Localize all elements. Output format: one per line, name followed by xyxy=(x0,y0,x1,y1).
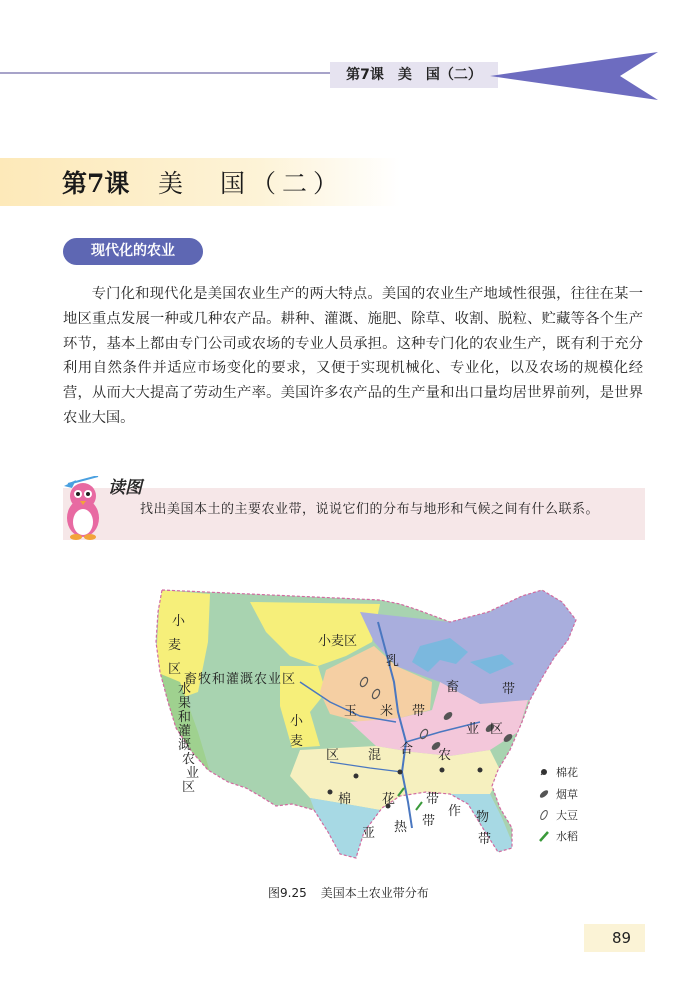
running-header: 第7课 美 国（二） xyxy=(330,62,498,88)
map-label: 和 xyxy=(178,710,192,725)
map-label: 农 xyxy=(182,752,196,767)
figure-title: 美国本土农业带分布 xyxy=(320,886,429,900)
map-label: 区 xyxy=(182,780,196,795)
map-label: 麦 xyxy=(290,734,304,749)
soybean-icon xyxy=(538,808,550,822)
body-paragraph: 专门化和现代化是美国农业生产的两大特点。美国的农业生产地域性很强，往往在某一地区重点发展一种或几种农产品。耕种、灌溉、施肥、除草、收割、脱粒、贮藏等各个生产环节，基本上都由专门公司或农场的专业人员承担。这种专门化的农业生产，既有利于充分利用自然条件并适应市场变化的要求，又便于实现机械化、专业化，以及农场的规模化经营，从而大大提高了劳动生产率。美国许多农产品的生产量和出口量均居世界前列，是世界农业大国。 xyxy=(63,286,643,426)
map-label: 带 xyxy=(412,704,426,719)
legend-label: 棉花 xyxy=(556,766,578,779)
lesson-title: 美 国（二） xyxy=(158,169,345,198)
map-label: 区 xyxy=(490,722,504,737)
agriculture-map xyxy=(150,582,590,872)
map-label: 业 xyxy=(466,722,480,737)
map-label: 热 xyxy=(394,820,408,835)
map-label: 区 xyxy=(326,748,340,763)
figure-number: 图9.25 xyxy=(268,886,307,900)
map-label: 业 xyxy=(186,766,200,781)
map-label: 混 xyxy=(368,748,382,763)
reading-label: 读图 xyxy=(108,478,142,498)
map-label: 棉 xyxy=(338,792,352,807)
map-label: 小 xyxy=(290,714,304,729)
map-label: 玉 xyxy=(344,704,358,719)
legend-label: 大豆 xyxy=(556,809,578,822)
header-rule xyxy=(0,72,330,74)
map-label: 作 xyxy=(448,804,462,819)
map-label: 麦 xyxy=(168,638,182,653)
map-label: 带 xyxy=(422,814,436,829)
reading-prompt: 找出美国本土的主要农业带，说说它们的分布与地形和气候之间有什么联系。 xyxy=(140,502,600,517)
map-label: 畜牧和灌溉农业区 xyxy=(184,672,297,687)
section-heading: 现代化的农业 xyxy=(63,238,203,265)
map-label: 乳 xyxy=(386,654,400,669)
map-label: 水 xyxy=(178,682,192,697)
map-label: 带 xyxy=(478,832,492,847)
map-label: 溉 xyxy=(178,738,192,753)
map-label: 合 xyxy=(400,742,414,757)
legend-label: 烟草 xyxy=(556,788,578,801)
tobacco-icon xyxy=(538,788,550,800)
map-label: 小 xyxy=(172,614,186,629)
penguin-mascot-icon xyxy=(58,476,108,540)
rice-icon xyxy=(538,830,550,842)
page-number: 89 xyxy=(612,929,632,947)
map-label: 花 xyxy=(382,792,396,807)
header-arrow-icon xyxy=(490,50,660,102)
map-label: 农 xyxy=(438,748,452,763)
cotton-icon xyxy=(538,766,550,778)
map-label: 小麦区 xyxy=(318,634,358,649)
legend-label: 水稻 xyxy=(556,830,578,843)
map-label: 灌 xyxy=(178,724,192,739)
map-label: 区 xyxy=(168,662,182,677)
map-label: 物 xyxy=(476,810,490,825)
map-label: 米 xyxy=(380,704,394,719)
map-label: 果 xyxy=(178,696,192,711)
map-label: 畜 xyxy=(446,680,460,695)
map-label: 亚 xyxy=(362,826,376,841)
map-label: 带 xyxy=(502,682,516,697)
figure-caption xyxy=(268,884,429,901)
map-label: 带 xyxy=(426,792,440,807)
lesson-number: 第7课 xyxy=(62,169,130,198)
